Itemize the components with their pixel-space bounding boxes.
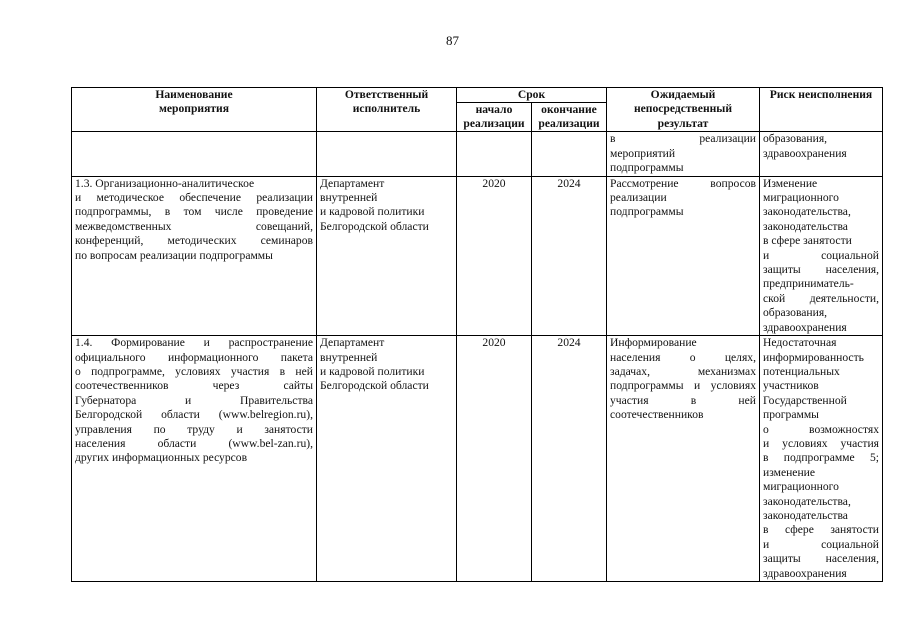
- cell-result: в реализации мероприятий подпрограммы: [607, 132, 760, 176]
- cell-end: 2024: [532, 336, 607, 582]
- cell-risk: Изменение миграционного законодательства, законодательства в сфере занятости и социальной защиты населения, предприниматель- ской деятельности, образования, здравоохранения: [760, 176, 883, 335]
- activities-table: [71, 87, 883, 582]
- cell-end: [532, 132, 607, 176]
- table-row: [72, 176, 883, 335]
- cell-name: 1.4. Формирование и распространение официального информационного пакета о подпрограмме, условиях участия в ней соотечественников через сайты Губернатора и Правительства Белгородской области (www.belregion.ru), управления по труду и занятости населения области (www.bel-zan.ru), других информационных ресурсов: [72, 336, 317, 582]
- cell-risk: Недостаточная информированность потенциальных участников Государственной программы о возможностях и условиях участия в подпрограмме 5; изменение миграционного законодательства, законодательства в сфере занятости и социальной защиты населения, здравоохранения: [760, 336, 883, 582]
- header-name: Наименование мероприятия: [72, 88, 317, 132]
- header-end: окончание реализации: [532, 103, 607, 132]
- cell-executor: Департамент внутренней и кадровой политики Белгородской области: [317, 336, 457, 582]
- header-start: начало реализации: [457, 103, 532, 132]
- header-term: Срок: [457, 88, 607, 103]
- cell-start: [457, 132, 532, 176]
- cell-name: 1.3. Организационно-аналитическое и методическое обеспечение реализации подпрограммы, в том числе проведение межведомственных совещаний, конференций, методических семинаров по вопросам реализации подпрограммы: [72, 176, 317, 335]
- header-executor: Ответственный исполнитель: [317, 88, 457, 132]
- header-risk: Риск неисполнения: [760, 88, 883, 132]
- table-row: [72, 336, 883, 582]
- table-row: [72, 132, 883, 176]
- cell-result: Информирование населения о целях, задачах, механизмах подпрограммы и условиях участия в ней соотечественников: [607, 336, 760, 582]
- page-number: 87: [446, 33, 459, 48]
- cell-result: Рассмотрение вопросов реализации подпрограммы: [607, 176, 760, 335]
- cell-executor: [317, 132, 457, 176]
- header-result: Ожидаемый непосредственный результат: [607, 88, 760, 132]
- cell-risk: образования, здравоохранения: [760, 132, 883, 176]
- cell-start: 2020: [457, 176, 532, 335]
- cell-start: 2020: [457, 336, 532, 582]
- cell-name: [72, 132, 317, 176]
- cell-end: 2024: [532, 176, 607, 335]
- cell-executor: Департамент внутренней и кадровой политики Белгородской области: [317, 176, 457, 335]
